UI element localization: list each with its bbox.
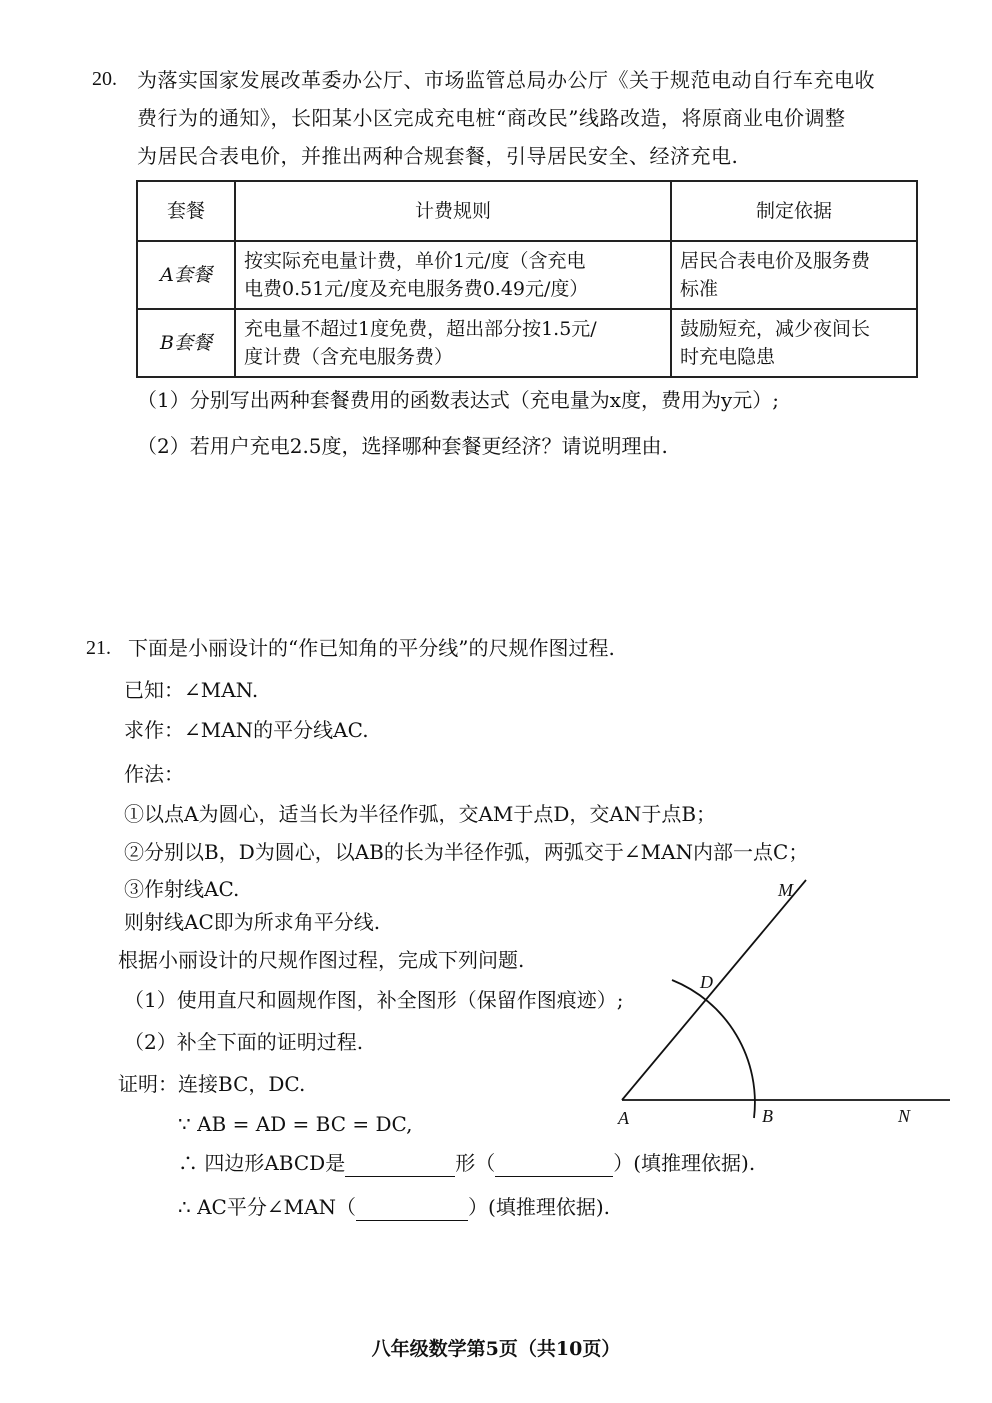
package-a-rule-line-1: 按实际充电量计费，单价1元/度（含充电 [244,249,586,272]
table-header-basis: 制定依据 [671,181,917,241]
package-a-name: A套餐 [137,241,235,309]
q20-line-3: 为居民合表电价，并推出两种合规套餐，引导居民安全、经济充电. [137,144,739,168]
table-header-rule: 计费规则 [235,181,671,241]
q20-subquestion-2: （2）若用户充电2.5度，选择哪种套餐更经济？请说明理由. [137,434,668,458]
q21-proof-line-1: ∵ AB = AD = BC = DC, [178,1112,413,1136]
label-m: M [778,880,793,900]
label-a: A [618,1108,629,1128]
q20-number: 20. [92,68,117,90]
q20-line-2: 费行为的通知》，长阳某小区完成充电桩“商改民”线路改造，将原商业电价调整 [137,106,846,130]
ray-am [622,880,806,1100]
label-b: B [762,1106,773,1126]
table-header-package: 套餐 [137,181,235,241]
q21-task: 根据小丽设计的尺规作图过程，完成下列问题. [118,948,525,972]
q21-subquestion-1: （1）使用直尺和圆规作图，补全图形（保留作图痕迹）; [124,988,624,1012]
proof-2-text-c: ）(填推理依据). [613,1151,756,1175]
q20-subquestion-1: （1）分别写出两种套餐费用的函数表达式（充电量为x度，费用为y元）; [137,388,780,412]
package-b-rule-line-2: 度计费（含充电服务费） [244,346,454,368]
package-b-rule-line-1: 充电量不超过1度免费，超出部分按1.5元/ [244,317,597,340]
proof-3-text-b: ）(填推理依据). [468,1195,610,1219]
proof-2-text-a: ∴ 四边形ABCD是 [178,1151,346,1175]
package-a-basis-line-1: 居民合表电价及服务费 [680,249,871,272]
label-d: D [700,972,713,992]
q21-known: 已知：∠MAN. [124,678,259,702]
page-footer: 八年级数学第5页（共10页） [371,1338,621,1360]
q21-subquestion-2: （2）补全下面的证明过程. [124,1030,364,1054]
q21-number: 21. [86,637,111,659]
q21-proof-start: 证明：连接BC，DC. [118,1072,306,1096]
q21-step-2: ②分别以B，D为圆心，以AB的长为半径作弧，两弧交于∠MAN内部一点C； [124,840,809,864]
q21-find: 求作：∠MAN的平分线AC. [124,718,369,742]
q21-intro: 下面是小丽设计的“作已知角的平分线”的尺规作图过程. [128,636,615,660]
q21-method-title: 作法： [124,762,184,786]
construction-arc [672,980,755,1118]
package-a-rule-line-2: 电费0.51元/度及充电服务费0.49元/度） [244,278,589,300]
q21-step-1: ①以点A为圆心，适当长为半径作弧，交AM于点D，交AN于点B； [124,802,717,826]
proof-2-text-b: 形（ [455,1151,496,1175]
q20-line-1: 为落实国家发展改革委办公厅、市场监管总局办公厅《关于规范电动自行车充电收 [137,68,875,92]
package-b-basis-line-2: 时充电隐患 [680,346,776,368]
q21-conclusion: 则射线AC即为所求角平分线. [124,910,381,934]
proof-3-text-a: ∴ AC平分∠MAN（ [178,1195,357,1219]
label-n: N [898,1106,911,1126]
q21-step-3: ③作射线AC. [124,877,240,901]
package-b-basis-line-1: 鼓励短充，减少夜间长 [680,317,871,340]
package-b-name: B套餐 [137,309,235,377]
package-a-basis-line-2: 标准 [680,278,719,300]
